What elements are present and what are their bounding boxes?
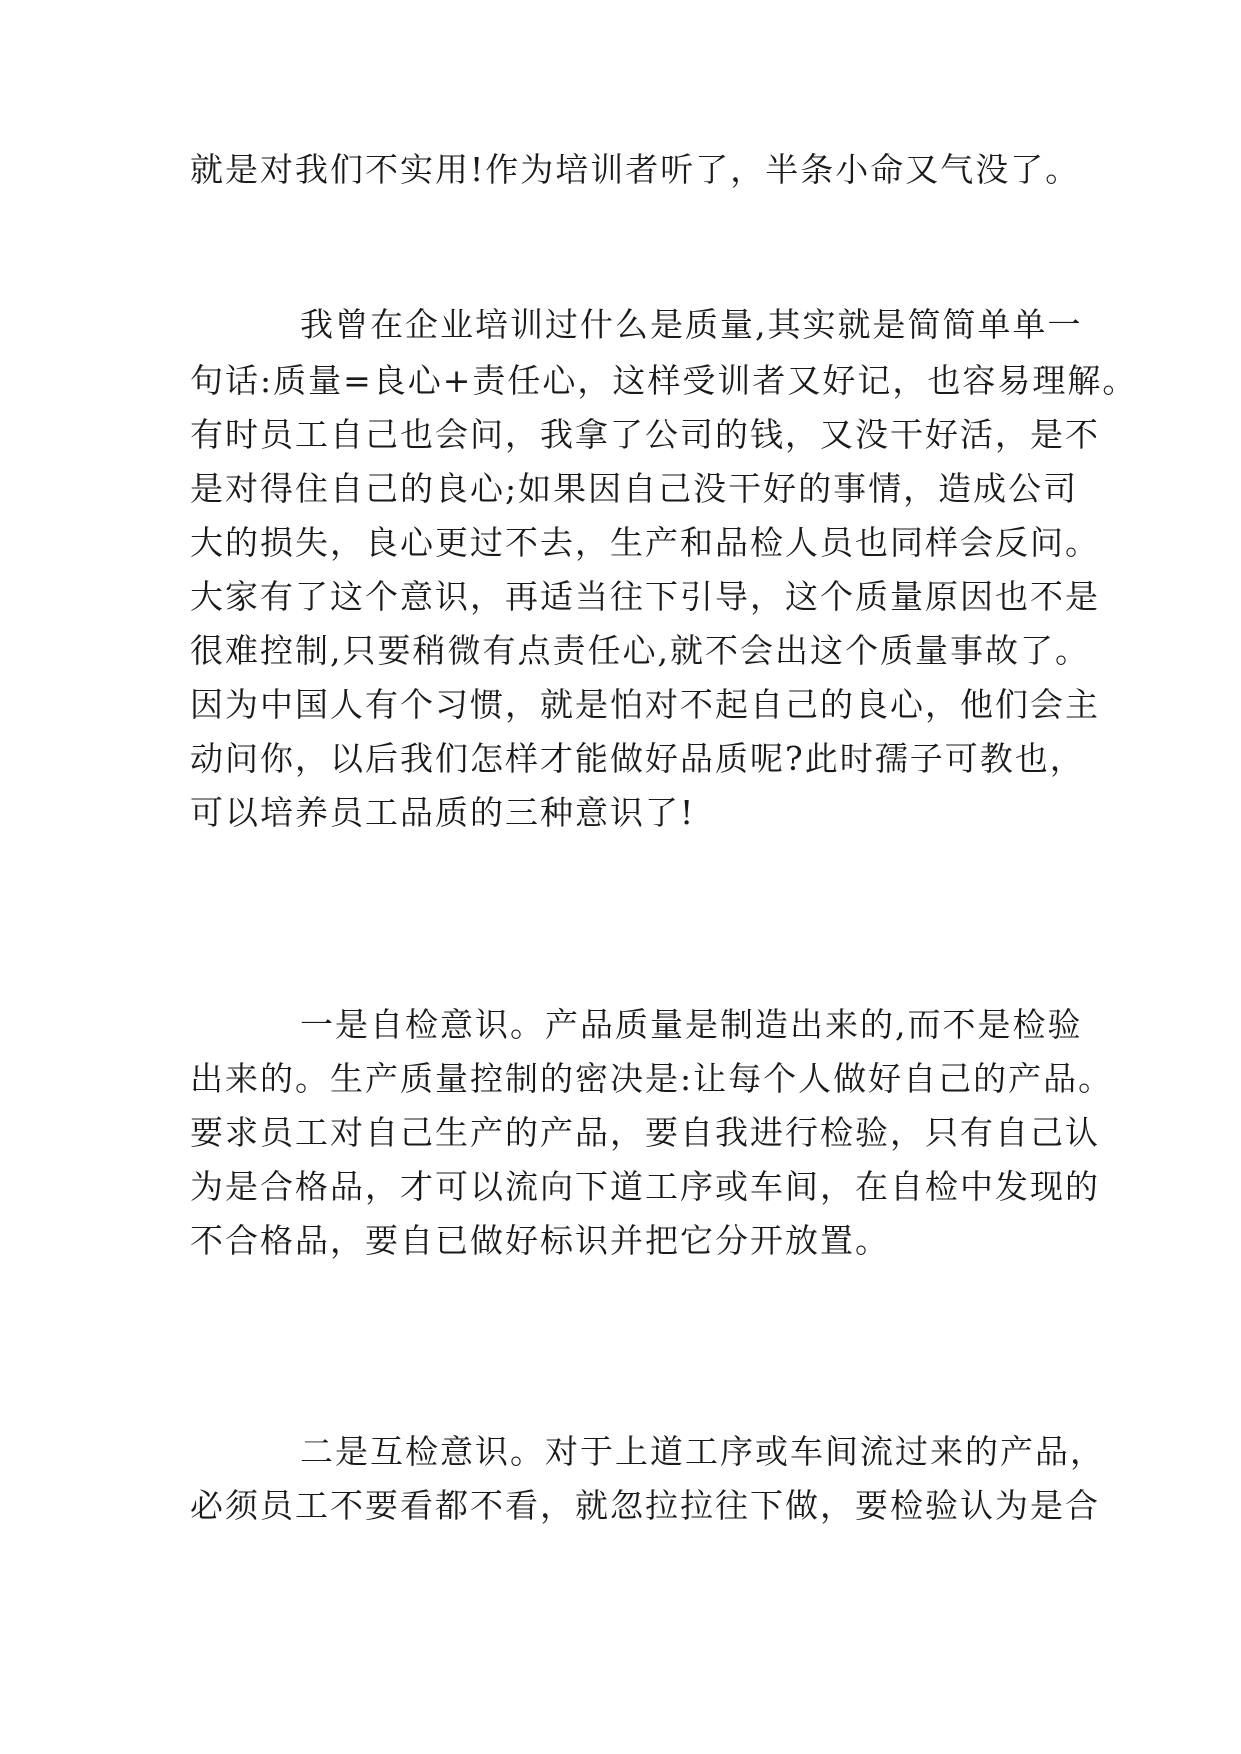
text-line: 就是对我们不实用!作为培训者听了，半条小命又气没了。 <box>190 150 1081 189</box>
text-line: 很难控制,只要稍微有点责任心,就不会出这个质量事故了。 <box>190 631 1090 670</box>
text-line: 不合格品，要自已做好标识并把它分开放置。 <box>190 1221 890 1260</box>
text-line: 是对得住自己的良心;如果因自己没干好的事情，造成公司 <box>190 469 1079 508</box>
text-line: 可以培养员工品质的三种意识了! <box>190 793 696 832</box>
text-line: 句话:质量=良心+责任心，这样受训者又好记，也容易理解。 <box>190 361 1138 400</box>
text-line: 要求员工对自己生产的产品，要自我进行检验，只有自己认 <box>190 1113 1100 1152</box>
text-line: 为是合格品，才可以流向下道工序或车间，在自检中发现的 <box>190 1167 1100 1206</box>
paragraph-first-line: 二是互检意识。对于上道工序或车间流过来的产品， <box>300 1432 1105 1471</box>
text-line: 有时员工自己也会问，我拿了公司的钱，又没干好活，是不 <box>190 415 1100 454</box>
paragraph-first-line: 我曾在企业培训过什么是质量,其实就是简简单单一 <box>300 305 1083 344</box>
text-line: 必须员工不要看都不看，就忽拉拉往下做，要检验认为是合 <box>190 1486 1100 1525</box>
text-line: 大的损失，良心更过不去，生产和品检人员也同样会反问。 <box>190 523 1100 562</box>
text-line: 因为中国人有个习惯，就是怕对不起自己的良心，他们会主 <box>190 685 1100 724</box>
text-line: 出来的。生产质量控制的密决是:让每个人做好自己的产品。 <box>190 1059 1114 1098</box>
text-line: 大家有了这个意识，再适当往下引导，这个质量原因也不是 <box>190 577 1100 616</box>
paragraph-first-line: 一是自检意识。产品质量是制造出来的,而不是检验 <box>300 1005 1083 1044</box>
text-line: 动问你，以后我们怎样才能做好品质呢?此时孺子可教也， <box>190 739 1085 778</box>
